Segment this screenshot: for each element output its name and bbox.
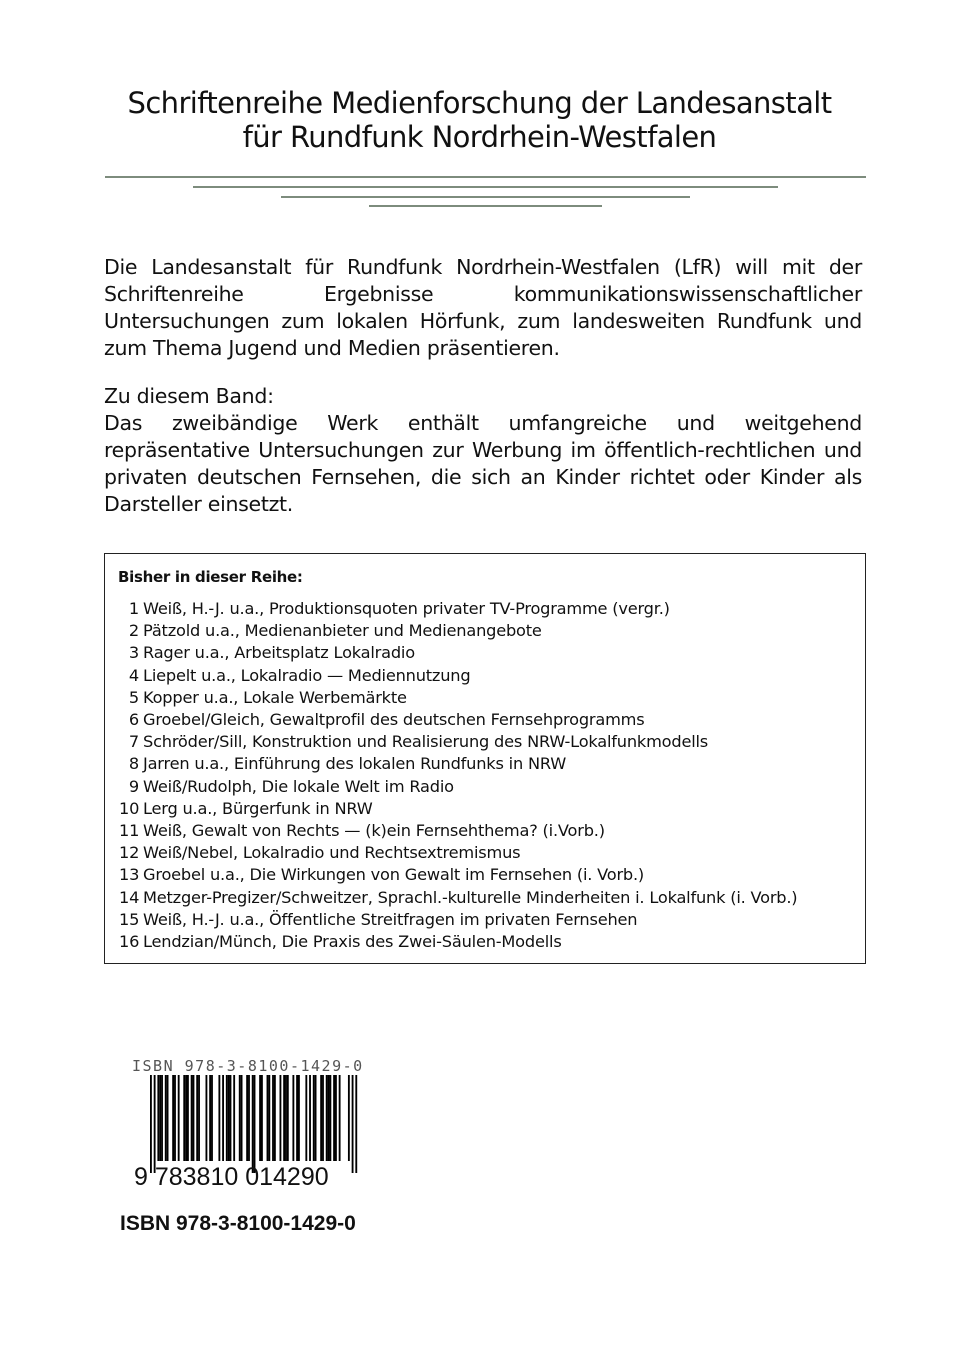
series-list bbox=[119, 598, 797, 953]
list-item-number: 1 bbox=[128, 599, 139, 618]
list-item bbox=[119, 731, 797, 753]
barcode-bar bbox=[267, 1075, 269, 1161]
list-item bbox=[119, 665, 797, 687]
list-item bbox=[119, 798, 797, 820]
title-line-1: Schriftenreihe Medienforschung der Landesanstalt bbox=[127, 86, 832, 120]
barcode-bar bbox=[172, 1075, 174, 1161]
barcode-bar bbox=[315, 1075, 317, 1161]
list-item bbox=[119, 842, 797, 864]
list-item-number: 16 bbox=[119, 932, 140, 952]
barcode-bar bbox=[209, 1075, 211, 1161]
barcode-bar bbox=[165, 1075, 167, 1161]
list-item bbox=[119, 909, 797, 931]
decorative-rule bbox=[281, 196, 690, 198]
list-item-number: 14 bbox=[119, 887, 140, 907]
barcode-bar bbox=[313, 1075, 315, 1161]
barcode-bar bbox=[329, 1075, 331, 1161]
barcode-bar bbox=[185, 1075, 187, 1161]
list-item-number: 9 bbox=[128, 776, 139, 796]
barcode-bar bbox=[198, 1075, 200, 1161]
barcode-bar bbox=[287, 1075, 289, 1161]
decorative-rule bbox=[369, 205, 602, 207]
intro-paragraph bbox=[104, 254, 862, 362]
barcode-bar bbox=[285, 1075, 287, 1161]
barcode-bar bbox=[222, 1075, 224, 1161]
barcode-bar bbox=[268, 1075, 270, 1161]
barcode-bar bbox=[283, 1075, 285, 1161]
barcode-bar bbox=[296, 1075, 298, 1161]
barcode-bar bbox=[178, 1075, 180, 1161]
list-item bbox=[119, 687, 797, 709]
barcode-bar bbox=[261, 1075, 263, 1161]
barcode-bar bbox=[211, 1075, 213, 1161]
barcode-bar bbox=[298, 1075, 300, 1161]
barcode-bar bbox=[193, 1075, 195, 1161]
isbn-number: ISBN 978-3-8100-1429-0 bbox=[120, 1212, 356, 1235]
list-item-text: Lerg u.a., Bürgerfunk in NRW bbox=[143, 798, 373, 818]
list-item-number: 3 bbox=[128, 643, 139, 663]
list-item bbox=[119, 776, 797, 798]
barcode-bar bbox=[233, 1075, 235, 1161]
list-item-text: Rager u.a., Arbeitsplatz Lokalradio bbox=[143, 643, 415, 663]
barcode-bar bbox=[248, 1075, 250, 1161]
list-item-number: 2 bbox=[128, 621, 139, 641]
barcode-bar bbox=[174, 1075, 176, 1161]
barcode-bar bbox=[226, 1075, 228, 1161]
list-item-number: 10 bbox=[119, 798, 140, 818]
barcode-bar bbox=[259, 1075, 261, 1161]
list-item-text: Groebel u.a., Die Wirkungen von Gewalt im Fernsehen (i. Vorb.) bbox=[143, 865, 645, 885]
barcode-bar bbox=[280, 1075, 282, 1161]
list-item-text: Metzger-Pregizer/Schweitzer, Sprachl.-kulturelle Minderheiten i. Lokalfunk (i. Vorb.) bbox=[143, 887, 798, 907]
barcode-bar bbox=[183, 1075, 185, 1161]
barcode-bar bbox=[239, 1075, 241, 1161]
barcode-bar bbox=[355, 1075, 357, 1173]
barcode-bar bbox=[246, 1075, 248, 1161]
barcode-bar bbox=[352, 1075, 354, 1173]
list-item bbox=[119, 887, 797, 909]
barcode-bar bbox=[252, 1075, 254, 1173]
list-item-number: 6 bbox=[128, 710, 139, 730]
barcode-digits: 9 783810 014290 bbox=[134, 1163, 329, 1191]
list-item-text: Weiß/Rudolph, Die lokale Welt im Radio bbox=[143, 776, 454, 796]
list-item bbox=[119, 820, 797, 842]
intro-text: Die Landesanstalt für Rundfunk Nordrhein-Westfalen (LfR) will mit der Schriftenreihe Ergebnisse kommunikationswissenschaftlicher Untersuchungen zum lokalen Hörfunk, zum landesweiten Rundfunk und zum Thema Jugend und Medien präsentieren. bbox=[104, 255, 862, 360]
barcode-bar bbox=[328, 1075, 330, 1161]
list-item-number: 5 bbox=[128, 687, 139, 707]
series-list-box bbox=[104, 553, 866, 964]
barcode-bar bbox=[167, 1075, 169, 1161]
band-text: Das zweibändige Werk enthält umfangreiche und weitgehend repräsentative Untersuchungen zur Werbung im öffentlich-rechtlichen und privaten deutschen Fernsehen, die sich an Kinder richtet oder Kinder als Darsteller einsetzt. bbox=[104, 411, 862, 516]
list-item-number: 8 bbox=[128, 754, 139, 774]
barcode-bar bbox=[206, 1075, 208, 1161]
list-item-text: Weiß, H.-J. u.a., Produktionsquoten privater TV-Programme (vergr.) bbox=[143, 599, 670, 618]
barcode-bar bbox=[322, 1075, 324, 1161]
list-item-number: 11 bbox=[119, 821, 140, 841]
barcode-bar bbox=[320, 1075, 322, 1161]
list-item bbox=[119, 931, 797, 953]
list-item-text: Kopper u.a., Lokale Werbemärkte bbox=[143, 687, 407, 707]
list-item-number: 15 bbox=[119, 909, 140, 929]
barcode-bar bbox=[187, 1075, 189, 1161]
barcode-bar bbox=[339, 1075, 341, 1161]
barcode-bar bbox=[228, 1075, 230, 1161]
list-item-text: Jarren u.a., Einführung des lokalen Rundfunks in NRW bbox=[143, 754, 567, 774]
barcode-bar bbox=[272, 1075, 274, 1161]
barcode-bar bbox=[326, 1075, 328, 1161]
barcode-bar bbox=[196, 1075, 198, 1161]
barcode-bar bbox=[309, 1075, 311, 1161]
barcode-isbn-label: ISBN 978-3-8100-1429-0 bbox=[132, 1057, 364, 1075]
barcode-bar bbox=[218, 1075, 220, 1161]
barcode bbox=[150, 1075, 360, 1175]
list-item-text: Weiß, H.-J. u.a., Öffentliche Streitfragen im privaten Fernsehen bbox=[143, 909, 638, 929]
list-item bbox=[119, 864, 797, 886]
barcode-bar bbox=[274, 1075, 276, 1161]
barcode-bar bbox=[333, 1075, 335, 1161]
barcode-bar bbox=[159, 1075, 161, 1161]
barcode-bar bbox=[292, 1075, 294, 1161]
list-item-number: 7 bbox=[128, 732, 139, 752]
title-line-2: für Rundfunk Nordrhein-Westfalen bbox=[242, 120, 717, 154]
barcode-bar bbox=[161, 1075, 163, 1161]
band-description bbox=[104, 383, 862, 518]
list-item-text: Liepelt u.a., Lokalradio — Mediennutzung bbox=[143, 665, 471, 685]
barcode-bar bbox=[154, 1075, 156, 1173]
barcode-bar bbox=[191, 1075, 193, 1161]
list-item-number: 4 bbox=[128, 665, 139, 685]
decorative-rule bbox=[193, 186, 778, 188]
list-item-number: 13 bbox=[119, 865, 140, 885]
list-item bbox=[119, 598, 797, 620]
series-list-heading: Bisher in dieser Reihe: bbox=[118, 568, 303, 586]
list-item-text: Groebel/Gleich, Gewaltprofil des deutschen Fernsehprogramms bbox=[143, 710, 645, 730]
band-heading: Zu diesem Band: bbox=[104, 384, 274, 408]
list-item-text: Lendzian/Münch, Die Praxis des Zwei-Säulen-Modells bbox=[143, 932, 562, 952]
barcode-bar bbox=[305, 1075, 307, 1161]
barcode-bar bbox=[348, 1075, 350, 1161]
barcode-bar bbox=[230, 1075, 232, 1161]
list-item-text: Schröder/Sill, Konstruktion und Realisierung des NRW-Lokalfunkmodells bbox=[143, 732, 709, 752]
barcode-bar bbox=[241, 1075, 243, 1161]
barcode-bar bbox=[157, 1075, 159, 1161]
list-item-text: Pätzold u.a., Medienanbieter und Medienangebote bbox=[143, 621, 542, 641]
list-item-text: Weiß/Nebel, Lokalradio und Rechtsextremismus bbox=[143, 843, 521, 863]
decorative-rule bbox=[105, 176, 866, 178]
list-item-text: Weiß, Gewalt von Rechts — (k)ein Fernsehthema? (i.Vorb.) bbox=[143, 821, 605, 841]
list-item bbox=[119, 753, 797, 775]
list-item bbox=[119, 642, 797, 664]
series-title bbox=[0, 86, 959, 154]
list-item-number: 12 bbox=[119, 843, 140, 863]
barcode-bar bbox=[254, 1075, 256, 1173]
list-item bbox=[119, 620, 797, 642]
barcode-bar bbox=[335, 1075, 337, 1161]
list-item bbox=[119, 709, 797, 731]
barcode-bar bbox=[150, 1075, 152, 1173]
